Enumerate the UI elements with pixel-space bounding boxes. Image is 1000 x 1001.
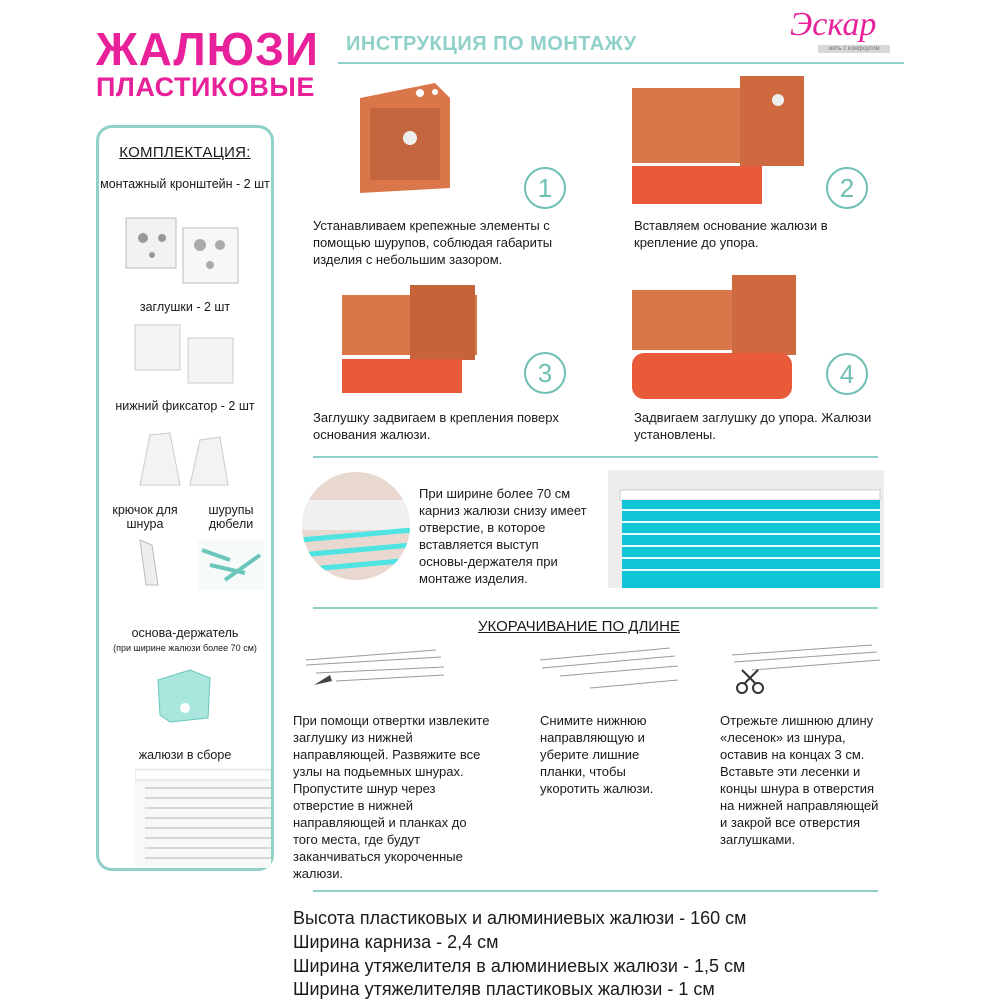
window-blinds-photo [608,470,884,588]
shortening-step2: Снимите нижнюю направляющую и уберите лишние планки, чтобы укоротить жалюзи. [540,713,654,796]
bracket-image [118,210,248,285]
fixer-image [130,425,240,490]
kit-label-holder-note: (при ширине жалюзи более 70 см) [113,643,257,653]
spec-line-2: Ширина карниза - 2,4 см [293,932,499,952]
cornice-detail-image [300,470,412,582]
shortening-title: УКОРАЧИВАНИЕ ПО ДЛИНЕ [478,618,680,635]
instruction-heading: ИНСТРУКЦИЯ ПО МОНТАЖУ [346,33,637,55]
spec-line-3: Ширина утяжелителя в алюминиевых жалюзи - 1,5 см [293,956,746,976]
spec-line-1: Высота пластиковых и алюминиевых жалюзи - 160 см [293,908,747,928]
step4-number: 4 [826,353,868,395]
spec-line-4: Ширина утяжелителяв пластиковых жалюзи - 1 см [293,979,715,999]
step1-text: Устанавливаем крепежные элементы с помощью шурупов, соблюдая габариты изделия с небольшим зазором. [313,218,553,267]
step2-image [630,76,806,206]
shortening-fig2 [530,640,680,695]
logo-tagline: жить с комфортом [818,45,890,53]
kit-label-bracket: монтажный кронштейн - 2 шт [100,177,270,191]
step4-image [632,275,802,401]
caps-image [130,320,240,385]
step2-number: 2 [826,167,868,209]
step4-text: Задвигаем заглушку до упора. Жалюзи установлены. [634,410,872,442]
divider-1 [313,456,878,458]
step3-text: Заглушку задвигаем в крепления поверх основания жалюзи. [313,410,559,442]
shortening-step1: При помощи отвертки извлеките заглушку из нижней направляющей. Развяжите все узлы на подьемных шнурах. Пропустите шнур через отверстие в нижней направляющей и планках до того места, где будут заканчиваться укороченные жалюзи. [293,713,490,881]
step1-number: 1 [524,167,566,209]
shortening-step3: Отрежьте лишнюю длину «лесенок» из шнура, оставив на концах 3 см. Вставьте эти лесенки и концы шнура в отверстия на нижней направляющей и закрой все отверстия заглушками. [720,713,879,847]
kit-label-holder: основа-держатель [131,626,239,640]
assembled-blinds-image [135,768,271,868]
header-divider [338,62,904,64]
hook-screws-image [130,535,270,595]
kit-label-caps: заглушки - 2 шт [139,300,231,314]
step1-image [340,78,455,200]
kit-title: КОМПЛЕКТАЦИЯ: [119,144,251,161]
kit-label-fixer: нижний фиксатор - 2 шт [115,399,255,413]
svg-text:Эскар: Эскар [790,6,877,43]
title-sub: ПЛАСТИКОВЫЕ [96,72,315,102]
kit-label-hook: крючок для шнура [112,503,178,531]
step2-text: Вставляем основание жалюзи в крепление до упора. [634,218,828,250]
kit-label-assembled: жалюзи в сборе [138,748,232,762]
step3-number: 3 [524,352,566,394]
step3-image [340,285,480,395]
title-main: ЖАЛЮЗИ [96,23,319,75]
divider-3 [313,890,878,892]
wide-note-text: При ширине более 70 см карниз жалюзи снизу имеет отверстие, в которое вставляется выступ основы-держателя при монтаже изделия. [419,486,587,586]
shortening-fig1 [296,645,446,695]
shortening-fig3 [722,640,882,695]
holder-image [150,660,220,730]
kit-label-screws: шурупы дюбели [208,503,254,531]
divider-2 [313,607,878,609]
